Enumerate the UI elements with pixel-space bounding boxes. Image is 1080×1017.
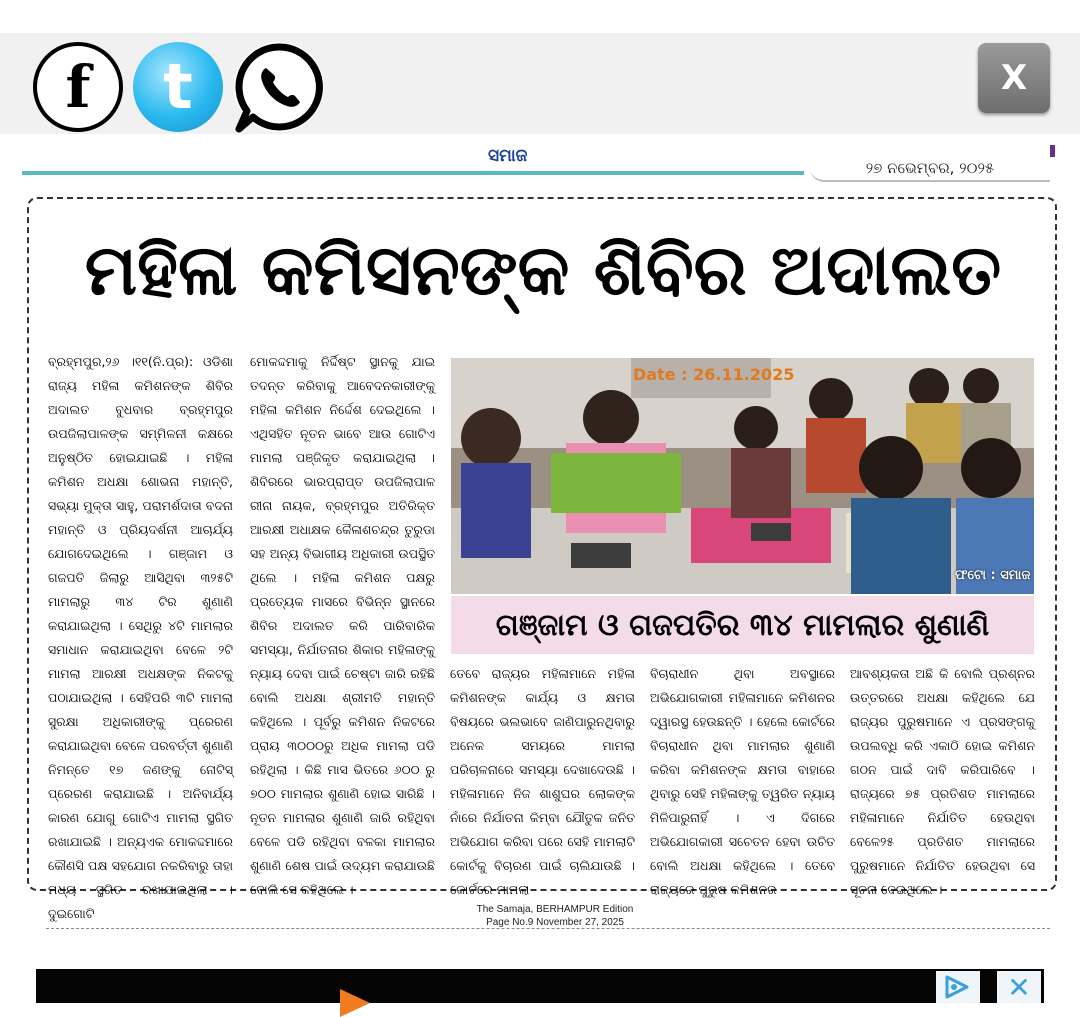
article-column-1: ବ୍ରହ୍ମପୁର,୨୬ ।୧୧(ନି.ପ୍ର): ଓଡିଶା ରାଜ୍ୟ ମହିଳା କମିଶନଙ୍କ ଶିବିର ଅଦାଲତ ବୁଧବାର ବ୍ରହ୍ମପୁର ଉପଜିଲାପାଳଙ୍କ ସମ୍ମିଳନୀ କକ୍ଷରେ ଅନୁଷ୍ଠିତ ହୋଇଯାଇଛି । ମହିଳା କମିଶନ ଅଧକ୍ଷା ଶୋଭନା ମହାନ୍ତି, ସଭ୍ୟା ମୁକ୍ତା ସାହୁ, ପରାମର୍ଶଦାତା ବଦନା ମହାନ୍ତି ଓ ପ୍ରିୟଦର୍ଶନୀ ଆଚାର୍ଯ୍ୟ ଯୋଗଦେଇଥିଲେ । ଗଞ୍ଜାମ ଓ ଗଜପତି ଜିଲାରୁ ଆସିଥିବା ୩୨୫ଟି ମାମଲାରୁ ୩୪ ଟିର ଶୁଣାଣି କରାଯାଇଥିଲା । ସେଥିରୁ ୪ଟି ମାମଲାର ସମାଧାନ କରାଯାଇଥିବା ବେଳେ ୨ଟି ମାମଲା ଆରକ୍ଷୀ ଅଧକ୍ଷଙ୍କ ନିକଟକୁ ପଠାଯାଇଥିଲା । ସେହିପରି ୩ଟି ମାମଲା ସୁରକ୍ଷା ଅଧିକାରୀଙ୍କୁ ପ୍ରେରଣ କରାଯାଇଥିବା ବେଳେ ପରବର୍ତ୍ତୀ ଶୁଣାଣି ନିମନ୍ତେ ୧୭ ଜଣଙ୍କୁ ନୋଟିସ୍ ପ୍ରେରଣ କରାଯାଇଛି । ଅନିବାର୍ଯ୍ୟ କାରଣ ଯୋଗୁ ଗୋଟିଏ ମାମଲା ସ୍ଥଗିତ ରଖାଯାଇଛି । ଅନ୍ୟଏକ ମୋକଦ୍ଦମାରେ କୌଣସି ପକ୍ଷ ସହଯୋଗ ନକରିବାରୁ ତାହା ମଧ୍ୟ ସ୍ଥଗିତ ରଖାଯାଇଥିଲା । ଦୁଇଗୋଟି: [48, 354, 233, 921]
whatsapp-icon: [233, 41, 325, 133]
footer-rule: [46, 928, 1050, 929]
page-info: Page No.9 November 27, 2025: [486, 917, 624, 928]
article-column-3: ତେବେ ରାଜ୍ୟର ମହିଳାମାନେ ମହିଳା କମିଶନଙ୍କ କାର୍ଯ୍ୟ ଓ କ୍ଷମତା ବିଷୟରେ ଭଲଭାବେ ଜାଣିପାରୁନଥିବାରୁ ଅନେକ ସମୟରେ ମାମଲା ପରିଚାଳନାରେ ସମସ୍ୟା ଦେଖାଦେଉଛି । ମହିଳାମାନେ ନିଜ ଶାଶୁଘର ଲୋକଙ୍କ ନାଁରେ ନିର୍ଯାତନା କିମ୍ବା ଯୌତୁକ ଜନିତ ଅଭିଯୋଗ କରିବା ପରେ ସେହି ମାମଲାଟି କୋର୍ଟକୁ ବିଚାରଣ ପାଇଁ ଚାଲିଯାଉଛି । କୋର୍ଟରେ ମାମଲା: [450, 666, 635, 897]
adchoices-icon: [943, 974, 973, 1000]
edition-footer: [440, 903, 670, 929]
article-column-5: ଆବଶ୍ୟକତା ଅଛି କି ବୋଲି ପ୍ରଶ୍ନର ଉତ୍ତରରେ ଅଧକ୍ଷା କହିଥିଲେ ଯେ ରାଜ୍ୟର ପୁରୁଷମାନେ ଏ ପ୍ରସଙ୍ଗକୁ ଉପଲବ୍ଧି କରି ଏକାଠି ହୋଇ କମିଶନ ଗଠନ ପାଇଁ ଦାବି କରିପାରିବେ । ରାଜ୍ୟରେ ୭୫ ପ୍ରତିଶତ ମାମଲାରେ ମହିଳାମାନେ ନିର୍ଯାତିତ ହେଉଥିବା ବେଳେ୨୫ ପ୍ରତିଶତ ମାମଲାରେ ପୁରୁଷମାନେ ନିର୍ଯାତିତ ହେଉଥିବା ସେ ସୂଚନା ଦେଇଥିଲେ ।: [850, 666, 1035, 897]
article-column-4: ବିଚାରାଧୀନ ଥିବା ଅବସ୍ଥାରେ ଅଭିଯୋଗକାରୀ ମହିଳାମାନେ କମିଶନର ଦ୍ୱାରସ୍ଥ ହେଉଛନ୍ତି । ହେଲେ କୋର୍ଟରେ ବିଚାରାଧୀନ ଥିବା ମାମଲାର ଶୁଣାଣି କରିବା କମିଶନଙ୍କ କ୍ଷମତା ବାହାରେ ଥିବାରୁ ସେହି ମହିଳାଙ୍କୁ ତ୍ୱରିତ ନ୍ୟାୟ ମିଳିପାରୁନାହିଁ । ଏ ଦିଗରେ ଅଭିଯୋଗକାରୀ ସଚେତନ ହେବା ଉଚିତ ବୋଲି ଅଧକ୍ଷା କହିଥିଲେ । ତେବେ ରାଜ୍ୟରେ ପୁରୁଷ କମିଶନର: [650, 666, 835, 897]
ad-banner[interactable]: [36, 969, 1044, 1003]
newspaper-logo: ସମାଜ: [488, 146, 528, 166]
article-column-2: ମୋକଦ୍ଦମାକୁ ନିର୍ଦ୍ଦିଷ୍ଟ ସ୍ଥାନକୁ ଯାଇ ତଦନ୍ତ କରିବାକୁ ଆବେଦନକାରୀଙ୍କୁ ମହିଳା କମିଶନ ନିର୍ଦ୍ଦେଶ ଦେଇଥିଲେ । ଏଥିସହିତ ନୂତନ ଭାବେ ଆଉ ଗୋଟିଏ ମାମଲା ପଞ୍ଜିକୃତ କରାଯାଇଥିଲା । ଶିବିରରେ ଭାରପ୍ରାପ୍ତ ଉପଜିଲାପାଳ ରୀନା ନାୟକ, ବ୍ରହ୍ମପୁର ଅତିରିକ୍ତ ଆରକ୍ଷୀ ଅଧାକ୍ଷକ କୈଳାଶଚନ୍ଦ୍ର ତୁରୁଡା ସହ ଅନ୍ୟ ବିଭାଗୀୟ ଅଧିକାରୀ ଉପସ୍ଥିତ ଥିଲେ । ମହିଳା କମିଶନ ପକ୍ଷରୁ ପ୍ରତ୍ୟେକ ମାସରେ ବିଭିନ୍ନ ସ୍ଥାନରେ ଶିବିର ଅଦାଲତ କରି ପାରିବାରିକ ସମସ୍ୟା, ନିର୍ଯାତନାର ଶିକାର ମହିଳାଙ୍କୁ ନ୍ୟାୟ ଦେବା ପାଇଁ ଚେଷ୍ଟା ଜାରି ରହିଛି ବୋଲି ଅଧକ୍ଷା ଶ୍ରୀମତି ମହାନ୍ତି କହିଥିଲେ । ପୂର୍ବରୁ କମିଶନ ନିକଟରେ ପ୍ରାୟ ୩୦୦୦ରୁ ଅଧିକ ମାମଲା ପଡି ରହିଥିଲା । କିଛି ମାସ ଭିତରେ ୬୦୦ ରୁ ୭୦୦ ମାମଲାର ଶୁଣାଣି ହୋଇ ସାରିଛି । ନୂତନ ମାମଲାର ଶୁଣାଣି ଜାରି ରହିଥିବା ବେଳେ ପଡି ରହିଥିବା ବଳକା ମାମଲାର ଶୁଣାଣି ଶେଷ ପାଇଁ ଉଦ୍ୟମ କରାଯାଉଛି ବୋଲି ସେ କହିଥିଲେ ।: [250, 354, 435, 897]
adchoices-button[interactable]: [936, 971, 980, 1003]
article-photo: [451, 358, 1034, 594]
facebook-share-button[interactable]: [33, 42, 123, 132]
masthead-rule: [22, 171, 804, 175]
edition-name: The Samaja, BERHAMPUR Edition: [476, 904, 634, 915]
photo-date-stamp: Date : 26.11.2025: [633, 365, 795, 384]
whatsapp-share-button[interactable]: [234, 42, 324, 132]
photo-credit: ଫଟୋ : ସମାଜ: [955, 568, 1031, 583]
masthead-date: ୨୭ ନଭେମ୍ବର, ୨୦୨୫: [810, 160, 1050, 182]
article-headline: ମହିଳା କମିସନଙ୍କ ଶିବିର ଅଦାଲତ: [84, 229, 1002, 311]
facebook-icon: f: [65, 53, 91, 121]
ad-play-icon[interactable]: [340, 989, 370, 1017]
close-button[interactable]: [978, 43, 1050, 113]
ad-close-button[interactable]: [997, 971, 1041, 1003]
article-subheadline: ଗଞ୍ଜାମ ଓ ଗଜପତିର ୩୪ ମାମଲାର ଶୁଣାଣି: [451, 596, 1034, 654]
close-label: X: [1000, 58, 1028, 98]
masthead-mark: [1050, 145, 1055, 157]
twitter-icon: t: [163, 50, 193, 123]
ad-close-icon: ✕: [1007, 970, 1031, 1004]
twitter-share-button[interactable]: [133, 42, 223, 132]
photo-illustration: [451, 358, 1034, 594]
